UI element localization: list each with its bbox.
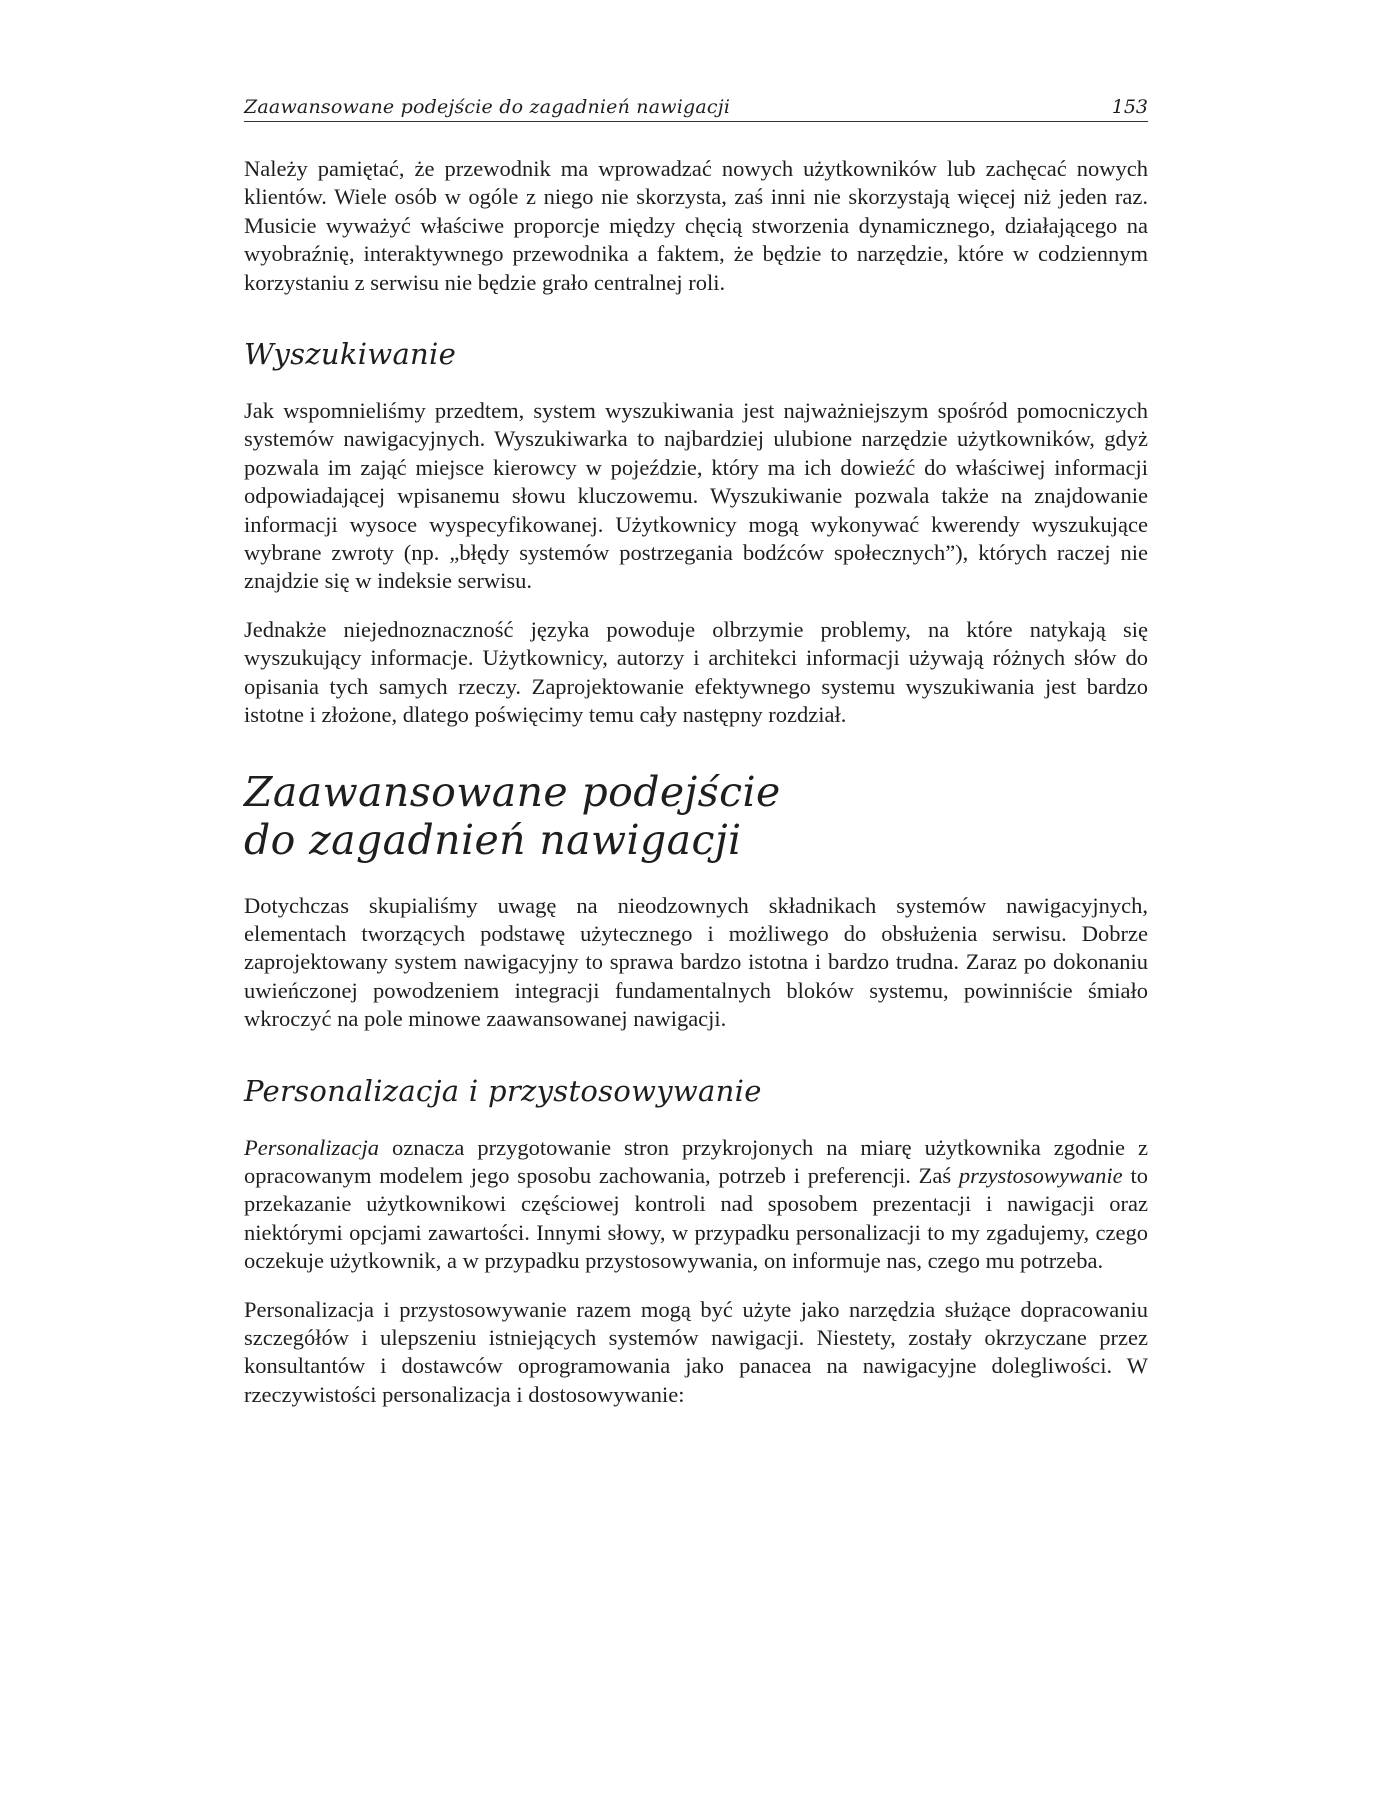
term-customization: przystosowywanie	[958, 1162, 1123, 1188]
search-paragraph-2: Jednakże niejednoznaczność języka powoduje olbrzymie problemy, na które natykają się wyszukujący informacje. Użytkownicy, autorzy i architekci informacji używają różnych słów do opisania tych samych rzeczy. Zaprojektowanie efektywnego systemu wyszukiwania jest bardzo istotne i złożone, dlatego poświęcimy temu cały następny rozdział.	[244, 616, 1148, 728]
running-header	[244, 96, 1148, 122]
page-number: 153	[1111, 96, 1148, 118]
search-paragraph-1: Jak wspomnieliśmy przedtem, system wyszukiwania jest najważniejszym spośród pomocniczych systemów nawigacyjnych. Wyszukiwarka to najbardziej ulubione narzędzie użytkowników, gdyż pozwala im zająć miejsce kierowcy w pojeździe, który ma ich dowieźć do właściwej informacji odpowiadającej wpisanemu słowu kluczowemu. Wyszukiwanie pozwala także na znajdowanie informacji wysoce wyspecyfikowanej. Użytkownicy mogą wykonywać kwerendy wyszukujące wybrane zwroty (np. „błędy systemów postrzegania bodźców społecznych”), których raczej nie znajdzie się w indeksie serwisu.	[244, 398, 1148, 594]
term-personalization: Personalizacja	[244, 1134, 379, 1160]
personalization-text-1: oznacza przygotowanie stron przykrojonych na miarę użytkownika zgodnie z opracowanym modelem jego sposobu zachowania, potrzeb i preferencji. Zaś	[244, 1134, 1148, 1188]
personalization-paragraph-2: Personalizacja i przystosowywanie razem mogą być użyte jako narzędzia służące dopracowaniu szczegółów i ulepszeniu istniejących systemów nawigacji. Niestety, zostały okrzyczane przez konsultantów i dostawców oprogramowania jako panacea na nawigacyjne dolegliwości. W rzeczywistości personalizacja i dostosowywanie:	[244, 1296, 1148, 1407]
personalization-paragraph-1	[244, 1134, 1148, 1276]
chapter-section-heading-line-2: do zagadnień nawigacji	[244, 815, 742, 864]
chapter-section-heading	[244, 768, 1148, 864]
section-heading-personalization: Personalizacja i przystosowywanie	[244, 1073, 762, 1108]
section-heading-search: Wyszukiwanie	[244, 337, 457, 372]
advanced-paragraph: Dotychczas skupialiśmy uwagę na nieodzownych składnikach systemów nawigacyjnych, elementach tworzących podstawę użytecznego i możliwego do obsłużenia serwisu. Dobrze zaprojektowany system nawigacyjny to sprawa bardzo istotna i bardzo trudna. Zaraz po dokonaniu uwieńczonej powodzeniem integracji fundamentalnych bloków systemu, powinniście śmiało wkroczyć na pole minowe zaawansowanej nawigacji.	[244, 892, 1148, 1032]
intro-paragraph: Należy pamiętać, że przewodnik ma wprowadzać nowych użytkowników lub zachęcać nowych klientów. Wiele osób w ogóle z niego nie skorzysta, zaś inni nie skorzystają więcej niż jeden raz. Musicie wyważyć właściwe proporcje między chęcią stworzenia dynamicznego, działającego na wyobraźnię, interaktywnego przewodnika a faktem, że będzie to narzędzie, które w codziennym korzystaniu z serwisu nie będzie grało centralnej roli.	[244, 156, 1148, 295]
book-page	[244, 96, 1148, 1409]
chapter-section-heading-line-1: Zaawansowane podejście	[244, 767, 781, 816]
running-title: Zaawansowane podejście do zagadnień nawigacji	[244, 96, 731, 118]
personalization-text-2: to przekazanie użytkownikowi częściowej kontroli nad sposobem prezentacji i nawigacji oraz niektórymi opcjami zawartości. Innymi słowy, w przypadku personalizacji to my zgadujemy, czego oczekuje użytkownik, a w przypadku przystosowywania, on informuje nas, czego mu potrzeba.	[244, 1162, 1148, 1274]
